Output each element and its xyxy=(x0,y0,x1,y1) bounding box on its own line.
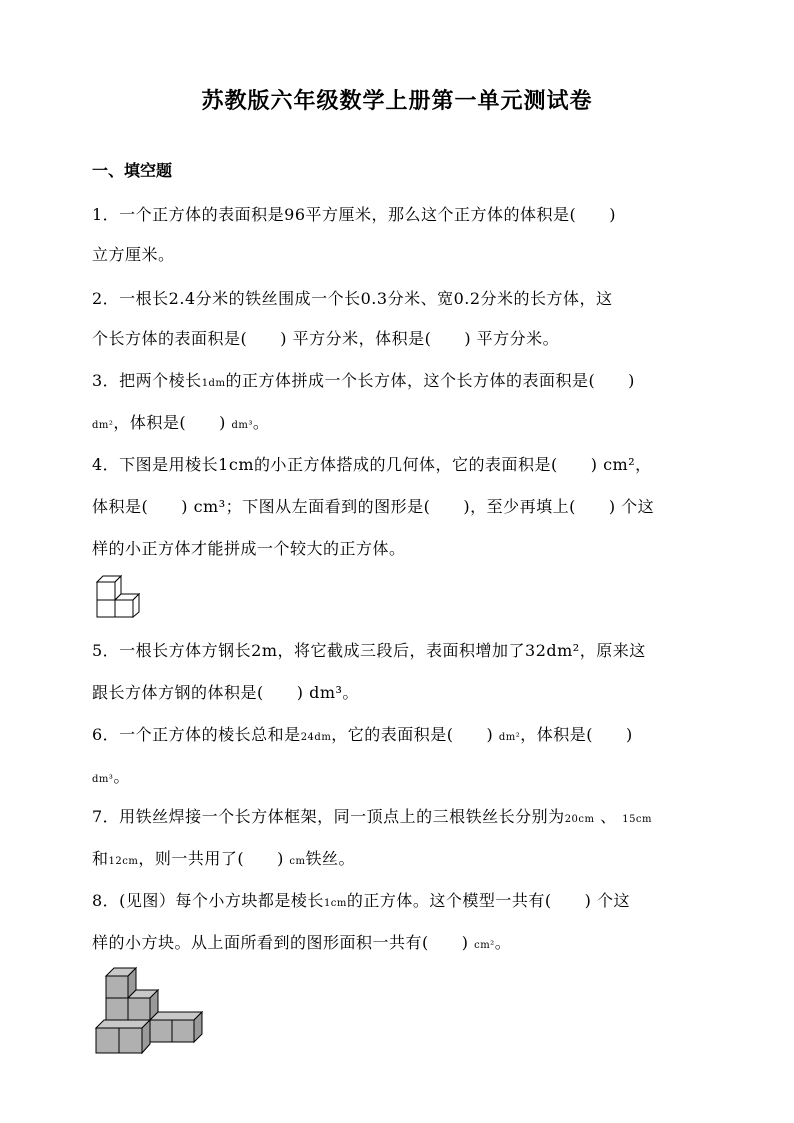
question-7-text-c: ，则一共用了( ) xyxy=(138,849,284,868)
cube-top-face xyxy=(96,1020,150,1028)
question-6-text-b: ，它的表面积是( ) xyxy=(331,725,494,744)
question-3-unit-edge: 1dm xyxy=(201,378,226,389)
cube-front-face xyxy=(96,1028,119,1053)
question-4-line-2: 体积是( ) cm³；下图从左面看到的图形是( )，至少再填上( ) 个这 xyxy=(92,497,655,516)
question-8-line-2 xyxy=(92,930,511,953)
question-6-line-1 xyxy=(92,722,633,745)
question-3-line-2 xyxy=(92,410,269,433)
question-3-line-1 xyxy=(92,368,635,391)
question-3-text-c: ，体积是( ) xyxy=(113,413,226,432)
cube-front-face xyxy=(119,1028,142,1053)
question-7-text-b: 和 xyxy=(92,849,109,868)
question-7-length-3: 12cm xyxy=(108,856,139,867)
question-8-unit-edge: 1cm xyxy=(323,898,347,909)
question-4-line-1: 4．下图是用棱长1cm的小正方体搭成的几何体，它的表面积是( ) cm²， xyxy=(92,455,652,474)
question-4-line-3: 样的小正方体才能拼成一个较大的正方体。 xyxy=(92,539,406,558)
question-7-separator: 、 xyxy=(600,807,617,826)
question-6-unit-volume: dm³ xyxy=(92,774,114,785)
question-7-line-2 xyxy=(92,846,355,869)
question-1-line-2: 立方厘米。 xyxy=(92,245,175,264)
question-1-line-1: 1．一个正方体的表面积是96平方厘米，那么这个正方体的体积是( ) xyxy=(92,205,617,224)
cube-front-face xyxy=(150,1020,172,1042)
question-3-unit-area: dm² xyxy=(92,420,114,431)
question-8-cube-model-figure xyxy=(94,966,206,1056)
question-7-line-1 xyxy=(92,804,652,827)
question-6-line-2 xyxy=(92,764,130,787)
question-5-line-1: 5．一根长方体方钢长2m，将它截成三段后，表面积增加了32dm²，原来这 xyxy=(92,641,646,660)
question-6-text-c: ，体积是( ) xyxy=(520,725,633,744)
question-7-length-1: 20cm xyxy=(564,814,595,825)
section-heading-fill-blank: 一、填空题 xyxy=(92,161,173,180)
question-2-line-2: 个长方体的表面积是( ) 平方分米，体积是( ) 平方分米。 xyxy=(92,329,560,348)
question-3-text-d: 。 xyxy=(252,413,270,432)
question-7-unit: cm xyxy=(289,856,306,867)
cube-front-face xyxy=(115,600,133,617)
question-2-line-1: 2．一根长2.4分米的铁丝围成一个长0.3分米、宽0.2分米的长方体，这 xyxy=(92,289,613,308)
question-6-unit-edge-sum: 24dm xyxy=(300,732,332,743)
page-title: 苏教版六年级数学上册第一单元测试卷 xyxy=(201,88,593,114)
question-7-text-a: 7．用铁丝焊接一个长方体框架，同一顶点上的三根铁丝长分别为 xyxy=(92,807,565,826)
cube-front-face xyxy=(172,1020,194,1042)
question-5-line-2: 跟长方体方钢的体积是( ) dm³。 xyxy=(92,683,359,702)
question-6-text-a: 6．一个正方体的棱长总和是 xyxy=(92,725,301,744)
question-4-cube-figure xyxy=(92,574,148,618)
question-3-unit-volume: dm³ xyxy=(231,420,253,431)
question-8-text-d: 。 xyxy=(494,933,512,952)
cube-front-face xyxy=(97,582,115,600)
cube-front-face xyxy=(128,998,150,1020)
cube-top-face xyxy=(150,1012,202,1020)
question-6-text-d: 。 xyxy=(113,767,130,786)
question-8-line-1 xyxy=(92,888,630,911)
question-8-text-c: 样的小方块。从上面所看到的图形面积一共有( ) xyxy=(92,933,469,952)
question-6-unit-area: dm² xyxy=(498,732,521,743)
cube-front-face xyxy=(97,600,115,617)
question-3-text-a: 3．把两个棱长 xyxy=(92,371,202,390)
question-8-text-a: 8．(见图）每个小方块都是棱长 xyxy=(92,891,324,910)
question-7-text-d: 铁丝。 xyxy=(305,849,356,868)
cube-front-face xyxy=(106,998,128,1020)
cube-front-face xyxy=(106,976,128,998)
question-3-text-b: 的正方体拼成一个长方体，这个长方体的表面积是( ) xyxy=(225,371,635,390)
question-7-length-2: 15cm xyxy=(622,814,653,825)
question-8-unit-area: cm² xyxy=(474,940,495,951)
question-8-text-b: 的正方体。这个模型一共有( ) 个这 xyxy=(346,891,630,910)
